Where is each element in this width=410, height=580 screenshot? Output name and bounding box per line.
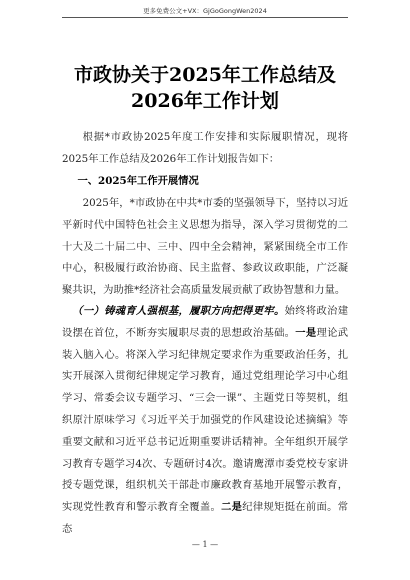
intro-paragraph: 根据*市政协2025年度工作安排和实际履职情况，现将2025年工作总结及2026年工作计划报告如下： [62,131,348,165]
header-divider [62,17,348,18]
subsection-heading-1: （一）铸魂育人强根基，履职方向把得更牢。 [72,305,285,317]
enumerator-first: 一是 [295,326,317,339]
header-note: 更多免费公文+VX：GjGoGongWen2024 [143,7,267,15]
page-number: — 1 — [191,540,219,549]
paragraph-1: 2025年，*市政协在中共*市委的坚强领导下，坚持以习近平新时代中国特色社会主义思想为指导，深入学习贯彻党的二十大及二十届二中、三中、四中全会精神，紧紧围绕全市工作中心，积极履行政治协商、民主监督、参政议政职能，广泛凝聚共识，为助推*经济社会高质量发展贡献了政协智慧和力量。 [62,197,348,297]
document-title: 市政协关于2025年工作总结及2026年工作计划 [74,64,336,112]
paragraph-2-text-c: 纪律规矩挺在前面。常态 [62,501,349,535]
paragraph-2 [62,301,348,541]
paragraph-2-text-a: 始终将政治建设摆在首位，不断夯实履职尽责的思想政治基础。 [62,305,349,339]
paragraph-2-text-b: 理论武装入脑入心。将深入学习纪律规定要求作为重要政治任务，扎实开展深入贯彻纪律规定学习教育，通过党组理论学习中心组学习、常委会议专题学习、“三会一课”、主题党日等契机，组织原汁原味学习《习近平关于加强党的作风建设论述摘编》等重要文献和习近平总书记近期重要讲话精神。全年组织开展学习教育专题学习4次、专题研讨4次。邀请鹰潭市委党校专家讲授专题党课，组织机关干部赴市廉政教育基地开展警示教育，实现党性教育和警示教育全覆盖。 [62,326,349,514]
enumerator-second: 二是 [221,501,243,514]
section-heading-1: 一、2025年工作开展情况 [77,175,199,187]
